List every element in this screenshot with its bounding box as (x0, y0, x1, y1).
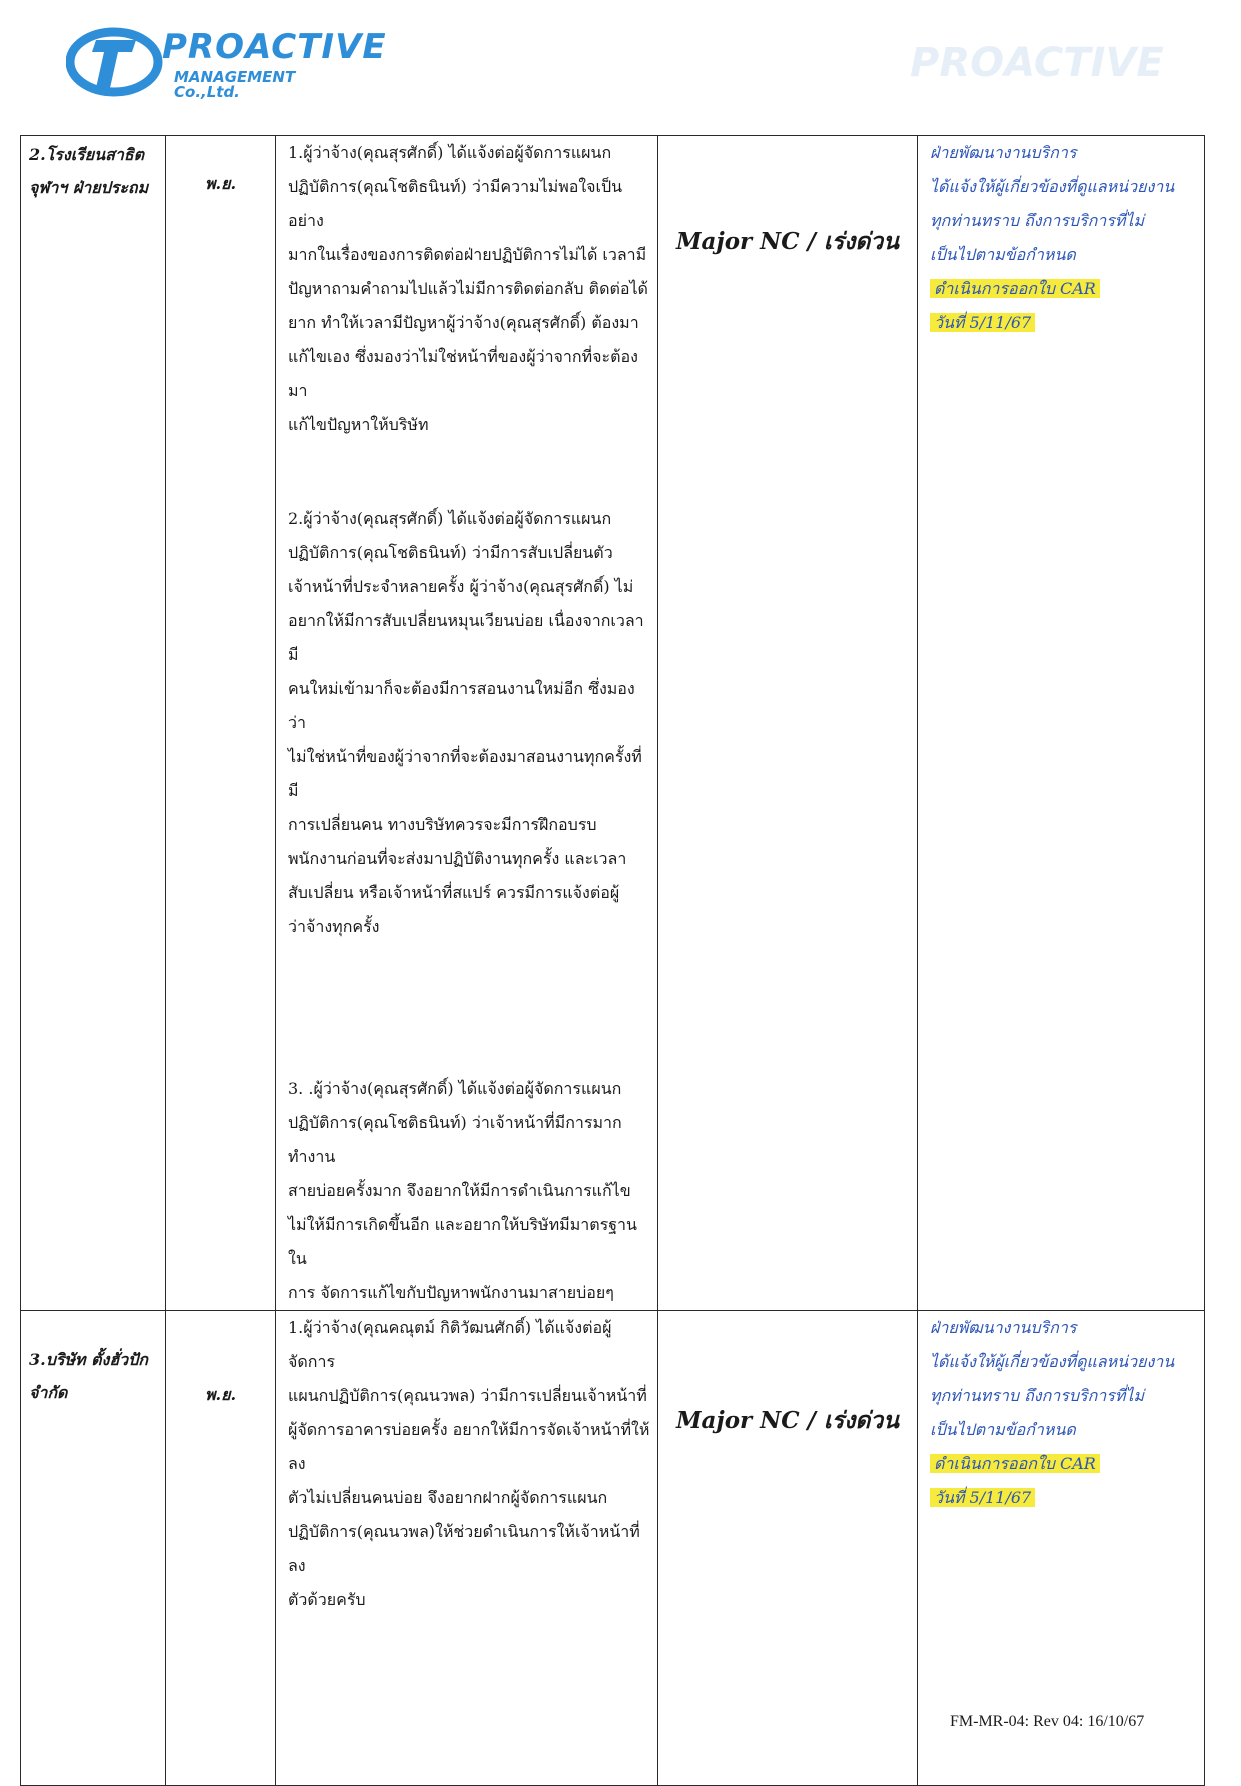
nc-report-table (20, 135, 1205, 1786)
type-label: พ.ย. (204, 1385, 237, 1404)
car-date-highlight: วันที่ 5/11/67 (930, 313, 1035, 332)
corrective-action: ฝ่ายพัฒนางานบริการ ได้แจ้งให้ผู้เกี่ยวข้องที่ดูแลหน่วยงาน ทุกท่านทราบ ถึงการบริการที่ไม่ เป็นไปตามข้อกำหนด ดำเนินการออกใบ CAR วันที่ 5/11/67 (930, 143, 1175, 332)
organization-name: 2.โรงเรียนสาธิต จุฬาฯ ฝ่ายประถม (29, 145, 149, 197)
logo-name: PROACTIVE (162, 27, 387, 67)
complaint-detail-1: 1.ผู้ว่าจ้าง(คุณคณุตม์ กิติวัฒนศักดิ์) ได้แจ้งต่อผู้จัดการ แผนกปฏิบัติการ(คุณนวพล) ว่ามีการเปลี่ยนเจ้าหน้าที่ ผู้จัดการอาคารบ่อยครั้ง อยากให้มีการจัดเจ้าหน้าที่ให้ลง ตัวไม่เปลี่ยนคนบ่อย จึงอยากฝากผู้จัดการแผนก ปฏิบัติการ(คุณนวพล)ให้ช่วยดำเนินการให้เจ้าหน้าที่ลง ตัวด้วยครับ (288, 1318, 650, 1609)
car-issue-highlight: ดำเนินการออกใบ CAR (930, 279, 1100, 298)
complaint-detail-1: 1.ผู้ว่าจ้าง(คุณสุรศักดิ์) ได้แจ้งต่อผู้จัดการแผนก ปฏิบัติการ(คุณโชติธนินท์) ว่ามีความไม่พอใจเป็นอย่าง มากในเรื่องของการติดต่อฝ่ายปฏิบัติการไม่ได้ เวลามี ปัญหาถามคำถามไปแล้วไม่มีการติดต่อกลับ ติดต่อได้ ยาก ทำให้เวลามีปัญหาผู้ว่าจ้าง(คุณสุรศักดิ์) ต้องมา แก้ไขเอง ซึ่งมองว่าไม่ใช่หน้าที่ของผู้ว่าจากที่จะต้องมา แก้ไขปัญหาให้บริษัท (288, 143, 648, 434)
type-cell (166, 1311, 276, 1786)
complaint-detail-3: 3. .ผู้ว่าจ้าง(คุณสุรศักดิ์) ได้แจ้งต่อผู้จัดการแผนก ปฏิบัติการ(คุณโชติธนินท์) ว่าเจ้าหน้าที่มีการมากทำงาน สายบ่อยครั้งมาก จึงอยากให้มีการดำเนินการแก้ไข ไม่ให้มีการเกิดขึ้นอีก และอยากให้บริษัทมีมาตรฐานใน การ จัดการแก้ไขกับปัญหาพนักงานมาสายบ่อยๆ (288, 1079, 637, 1302)
type-cell (166, 136, 276, 1311)
logo-subtitle: MANAGEMENT Co.,Ltd. (174, 68, 296, 101)
complaint-detail-2: 2.ผู้ว่าจ้าง(คุณสุรศักดิ์) ได้แจ้งต่อผู้จัดการแผนก ปฏิบัติการ(คุณโชติธนินท์) ว่ามีการสับเปลี่ยนตัว เจ้าหน้าที่ประจำหลายครั้ง ผู้ว่าจ้าง(คุณสุรศักดิ์) ไม่ อยากให้มีการสับเปลี่ยนหมุนเวียนบ่อย เนื่องจากเวลามี คนใหม่เข้ามาก็จะต้องมีการสอนงานใหม่อีก ซึ่งมองว่า ไม่ใช่หน้าที่ของผู้ว่าจากที่จะต้องมาสอนงานทุกครั้งที่มี การเปลี่ยนคน ทางบริษัทควรจะมีการฝึกอบรบ พนักงานก่อนที่จะส่งมาปฏิบัติงานทุกครั้ง และเวลา สับเปลี่ยน หรือเจ้าหน้าที่สแปร์ ควรมีการแจ้งต่อผู้ ว่าจ้างทุกครั้ง (288, 509, 644, 936)
detail-cell (276, 1311, 658, 1786)
severity-cell (658, 136, 918, 1311)
watermark-logo-text: PROACTIVE (910, 40, 1164, 86)
action-cell (918, 136, 1205, 1311)
logo-mark-icon (66, 22, 166, 100)
watermark-logo (890, 30, 1180, 100)
organization-cell (21, 1311, 166, 1786)
car-issue-highlight: ดำเนินการออกใบ CAR (930, 1454, 1100, 1473)
corrective-action: ฝ่ายพัฒนางานบริการ ได้แจ้งให้ผู้เกี่ยวข้องที่ดูแลหน่วยงาน ทุกท่านทราบ ถึงการบริการที่ไม่ เป็นไปตามข้อกำหนด ดำเนินการออกใบ CAR วันที่ 5/11/67 (930, 1318, 1175, 1507)
car-date-highlight: วันที่ 5/11/67 (930, 1488, 1035, 1507)
organization-cell (21, 136, 166, 1311)
company-logo (66, 22, 387, 101)
detail-cell (276, 136, 658, 1311)
severity-label: Major NC / เร่งด่วน (676, 1407, 899, 1434)
form-code-footer: FM-MR-04: Rev 04: 16/10/67 (950, 1713, 1145, 1730)
type-label: พ.ย. (204, 174, 237, 193)
severity-label: Major NC / เร่งด่วน (676, 228, 899, 255)
organization-name: 3.บริษัท ตั้งฮั่วปัก จำกัด (29, 1350, 148, 1402)
table-row (21, 136, 1205, 1311)
severity-cell (658, 1311, 918, 1786)
